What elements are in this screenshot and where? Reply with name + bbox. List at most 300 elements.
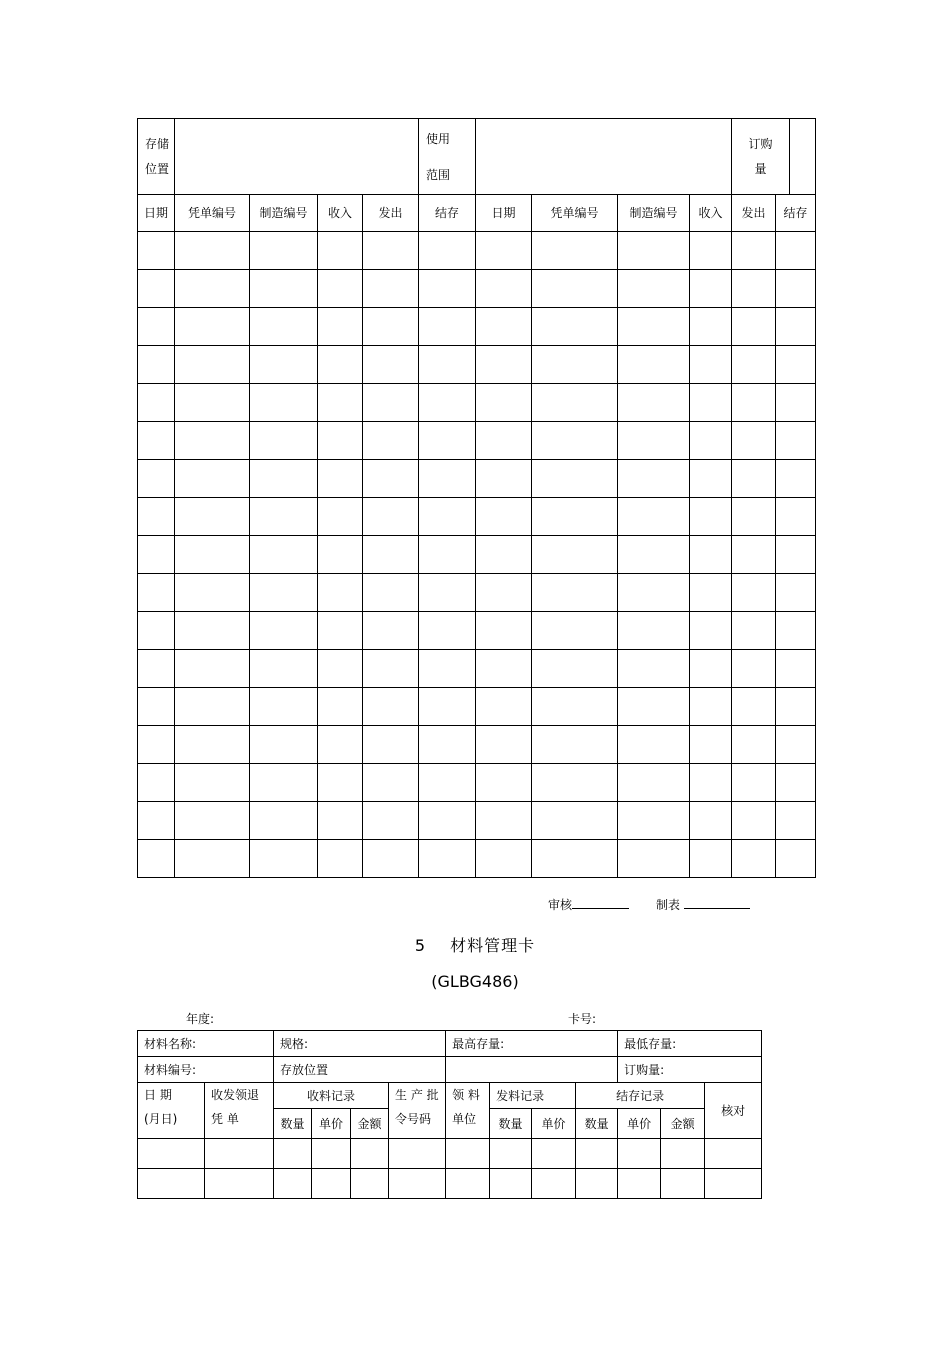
- ledger-entry-cell[interactable]: [690, 574, 732, 612]
- ledger-entry-cell[interactable]: [363, 840, 419, 878]
- card-entry-cell[interactable]: [389, 1139, 446, 1169]
- ledger-entry-cell[interactable]: [732, 840, 776, 878]
- ledger-entry-cell[interactable]: [776, 460, 816, 498]
- ledger-entry-cell[interactable]: [532, 346, 618, 384]
- ledger-entry-cell[interactable]: [476, 688, 532, 726]
- card-entry-cell[interactable]: [446, 1139, 490, 1169]
- ledger-entry-cell[interactable]: [175, 688, 250, 726]
- ledger-entry-cell[interactable]: [419, 422, 476, 460]
- ledger-entry-cell[interactable]: [138, 840, 175, 878]
- ledger-entry-cell[interactable]: [175, 574, 250, 612]
- col-header-receipt: 收入: [318, 195, 363, 232]
- ledger-entry-cell[interactable]: [476, 460, 532, 498]
- ledger-entry-cell[interactable]: [532, 764, 618, 802]
- ledger-entry-cell[interactable]: [363, 270, 419, 308]
- date-header: [138, 1083, 205, 1139]
- ledger-entry-cell[interactable]: [318, 840, 363, 878]
- ledger-entry-cell[interactable]: [250, 536, 318, 574]
- ledger-entry-cell[interactable]: [419, 650, 476, 688]
- ledger-entry-cell[interactable]: [250, 460, 318, 498]
- ledger-entry-cell[interactable]: [476, 650, 532, 688]
- ledger-entry-cell[interactable]: [138, 536, 175, 574]
- ledger-entry-cell[interactable]: [138, 726, 175, 764]
- ledger-entry-cell[interactable]: [318, 688, 363, 726]
- ledger-entry-cell[interactable]: [476, 346, 532, 384]
- ledger-entry-cell[interactable]: [532, 650, 618, 688]
- ledger-entry-cell[interactable]: [776, 612, 816, 650]
- review-signature-line[interactable]: [572, 897, 629, 909]
- ledger-entry-cell[interactable]: [690, 346, 732, 384]
- card-entry-cell[interactable]: [205, 1139, 274, 1169]
- ledger-entry-cell[interactable]: [776, 232, 816, 270]
- ledger-entry-cell[interactable]: [476, 764, 532, 802]
- ledger-entry-cell[interactable]: [138, 346, 175, 384]
- ledger-entry-row: [138, 536, 816, 574]
- ledger-entry-cell[interactable]: [618, 612, 690, 650]
- ledger-entry-cell[interactable]: [363, 802, 419, 840]
- card-entry-cell[interactable]: [205, 1169, 274, 1199]
- date-header-line1: 日 期: [144, 1088, 172, 1102]
- ledger-entry-cell[interactable]: [732, 688, 776, 726]
- ledger-entry-cell[interactable]: [476, 232, 532, 270]
- ledger-entry-cell[interactable]: [363, 650, 419, 688]
- col-header-manufacture-no: 制造编号: [250, 195, 318, 232]
- ledger-entry-cell[interactable]: [175, 308, 250, 346]
- ledger-entry-cell[interactable]: [363, 726, 419, 764]
- ledger-entry-cell[interactable]: [250, 422, 318, 460]
- card-entry-cell[interactable]: [274, 1169, 312, 1199]
- ledger-entry-cell[interactable]: [138, 308, 175, 346]
- col-header-manufacture-no-2: 制造编号: [618, 195, 690, 232]
- ledger-entry-cell[interactable]: [690, 498, 732, 536]
- ledger-entry-cell[interactable]: [618, 308, 690, 346]
- ledger-entry-cell[interactable]: [419, 764, 476, 802]
- ledger-entry-cell[interactable]: [363, 688, 419, 726]
- issue-record-header: 发料记录: [490, 1083, 576, 1109]
- ledger-entry-cell[interactable]: [732, 346, 776, 384]
- card-entry-cell[interactable]: [490, 1169, 532, 1199]
- ledger-entry-row: [138, 840, 816, 878]
- ledger-entry-cell[interactable]: [732, 650, 776, 688]
- card-info-row-2: [138, 1057, 762, 1083]
- ledger-entry-cell[interactable]: [419, 308, 476, 346]
- ledger-entry-cell[interactable]: [732, 460, 776, 498]
- ledger-entry-cell[interactable]: [732, 498, 776, 536]
- ledger-entry-cell[interactable]: [532, 840, 618, 878]
- ledger-entry-cell[interactable]: [618, 460, 690, 498]
- ledger-entry-cell[interactable]: [363, 764, 419, 802]
- card-entry-cell[interactable]: [389, 1169, 446, 1199]
- ledger-entry-cell[interactable]: [138, 232, 175, 270]
- ledger-entry-cell[interactable]: [318, 270, 363, 308]
- ledger-entry-cell[interactable]: [419, 498, 476, 536]
- ledger-entry-cell[interactable]: [138, 650, 175, 688]
- ledger-entry-cell[interactable]: [476, 802, 532, 840]
- ledger-entry-cell[interactable]: [175, 726, 250, 764]
- ledger-entry-cell[interactable]: [532, 688, 618, 726]
- receipt-record-header: 收料记录: [274, 1083, 389, 1109]
- ledger-entry-cell[interactable]: [250, 802, 318, 840]
- ledger-entry-cell[interactable]: [776, 308, 816, 346]
- ledger-entry-cell[interactable]: [318, 726, 363, 764]
- blank-field[interactable]: [446, 1057, 618, 1083]
- usage-scope-label: [419, 119, 476, 195]
- card-entry-cell[interactable]: [351, 1139, 389, 1169]
- ledger-entry-cell[interactable]: [419, 232, 476, 270]
- ledger-entry-cell[interactable]: [250, 384, 318, 422]
- ledger-entry-cell[interactable]: [175, 802, 250, 840]
- ledger-entry-cell[interactable]: [419, 688, 476, 726]
- ledger-entry-cell[interactable]: [690, 726, 732, 764]
- ledger-entry-cell[interactable]: [363, 232, 419, 270]
- card-entry-cell[interactable]: [618, 1169, 661, 1199]
- ledger-entry-cell[interactable]: [776, 764, 816, 802]
- ledger-entry-cell[interactable]: [776, 574, 816, 612]
- ledger-entry-cell[interactable]: [419, 346, 476, 384]
- ledger-entry-row: [138, 384, 816, 422]
- ledger-entry-cell[interactable]: [175, 384, 250, 422]
- balance-price-header: 单价: [618, 1109, 661, 1139]
- ledger-entry-cell[interactable]: [250, 270, 318, 308]
- ledger-entry-cell[interactable]: [250, 726, 318, 764]
- ledger-entry-cell[interactable]: [618, 346, 690, 384]
- ledger-entry-cell[interactable]: [618, 536, 690, 574]
- ledger-entry-row: [138, 232, 816, 270]
- ledger-entry-cell[interactable]: [690, 270, 732, 308]
- ledger-entry-row: [138, 460, 816, 498]
- ledger-entry-cell[interactable]: [363, 536, 419, 574]
- ledger-entry-cell[interactable]: [175, 422, 250, 460]
- production-order-line2: 令号码: [395, 1112, 432, 1126]
- stock-ledger-table: [137, 118, 816, 878]
- card-entry-cell[interactable]: [576, 1169, 618, 1199]
- ledger-entry-cell[interactable]: [690, 688, 732, 726]
- review-label: 审核: [548, 898, 573, 912]
- ledger-entry-cell[interactable]: [690, 536, 732, 574]
- ledger-entry-cell[interactable]: [250, 346, 318, 384]
- ledger-entry-cell[interactable]: [618, 574, 690, 612]
- ledger-entry-cell[interactable]: [318, 498, 363, 536]
- ledger-entry-cell[interactable]: [138, 574, 175, 612]
- ledger-entry-row: [138, 346, 816, 384]
- issue-qty-header: 数量: [490, 1109, 532, 1139]
- material-no-field[interactable]: 材料编号:: [138, 1057, 274, 1083]
- material-name-field[interactable]: 材料名称:: [138, 1031, 274, 1057]
- ledger-entry-cell[interactable]: [138, 498, 175, 536]
- card-entry-cell[interactable]: [532, 1169, 576, 1199]
- ledger-entry-cell[interactable]: [419, 270, 476, 308]
- card-no-label: 卡号:: [568, 1012, 597, 1026]
- card-entry-cell[interactable]: [532, 1139, 576, 1169]
- ledger-entry-cell[interactable]: [690, 650, 732, 688]
- ledger-entry-cell[interactable]: [363, 422, 419, 460]
- card-header-row-1: [138, 1083, 762, 1109]
- col-header-receipt-2: 收入: [690, 195, 732, 232]
- voucher-header: [205, 1083, 274, 1139]
- order-qty-field[interactable]: 订购量:: [618, 1057, 762, 1083]
- ledger-entry-cell[interactable]: [690, 840, 732, 878]
- ledger-entry-cell[interactable]: [618, 270, 690, 308]
- storage-location-line2: 位置: [145, 161, 170, 176]
- card-entry-cell[interactable]: [576, 1139, 618, 1169]
- ledger-entry-cell[interactable]: [175, 232, 250, 270]
- usage-scope-value: [476, 119, 732, 195]
- ledger-entry-cell[interactable]: [618, 802, 690, 840]
- ledger-entry-cell[interactable]: [419, 726, 476, 764]
- ledger-entry-cell[interactable]: [532, 460, 618, 498]
- ledger-entry-cell[interactable]: [318, 574, 363, 612]
- card-entry-cell[interactable]: [661, 1169, 705, 1199]
- order-qty-value: [790, 119, 815, 194]
- ledger-entry-cell[interactable]: [318, 308, 363, 346]
- ledger-entry-cell[interactable]: [363, 612, 419, 650]
- ledger-entry-row: [138, 726, 816, 764]
- ledger-entry-cell[interactable]: [318, 460, 363, 498]
- card-entry-cell[interactable]: [661, 1139, 705, 1169]
- ledger-entry-cell[interactable]: [318, 422, 363, 460]
- ledger-entry-cell[interactable]: [363, 346, 419, 384]
- ledger-entry-cell[interactable]: [250, 764, 318, 802]
- ledger-entry-cell[interactable]: [532, 802, 618, 840]
- ledger-entry-cell[interactable]: [776, 270, 816, 308]
- ledger-entry-cell[interactable]: [250, 232, 318, 270]
- voucher-header-line2: 凭 单: [211, 1112, 239, 1126]
- ledger-entry-cell[interactable]: [419, 612, 476, 650]
- ledger-entry-cell[interactable]: [318, 232, 363, 270]
- ledger-entry-cell[interactable]: [690, 460, 732, 498]
- ledger-entry-cell[interactable]: [618, 498, 690, 536]
- ledger-entry-cell[interactable]: [732, 764, 776, 802]
- spec-field[interactable]: 规格:: [274, 1031, 446, 1057]
- ledger-entry-cell[interactable]: [318, 536, 363, 574]
- ledger-entry-row: [138, 650, 816, 688]
- ledger-entry-cell[interactable]: [532, 536, 618, 574]
- card-entry-row: [138, 1169, 762, 1199]
- ledger-entry-cell[interactable]: [690, 612, 732, 650]
- card-info-row-1: [138, 1031, 762, 1057]
- ledger-entry-cell[interactable]: [532, 270, 618, 308]
- ledger-entry-cell[interactable]: [776, 726, 816, 764]
- ledger-entry-cell[interactable]: [138, 270, 175, 308]
- ledger-entry-cell[interactable]: [175, 536, 250, 574]
- ledger-entry-row: [138, 802, 816, 840]
- ledger-entry-cell[interactable]: [175, 650, 250, 688]
- ledger-entry-cell[interactable]: [476, 612, 532, 650]
- ledger-entry-cell[interactable]: [138, 612, 175, 650]
- ledger-entry-cell[interactable]: [175, 346, 250, 384]
- ledger-entry-cell[interactable]: [250, 650, 318, 688]
- ledger-entry-cell[interactable]: [250, 612, 318, 650]
- card-entry-cell[interactable]: [312, 1169, 351, 1199]
- ledger-entry-cell[interactable]: [138, 384, 175, 422]
- storage-location-label: [138, 119, 175, 195]
- ledger-entry-cell[interactable]: [732, 536, 776, 574]
- ledger-entry-cell[interactable]: [732, 232, 776, 270]
- ledger-entry-cell[interactable]: [419, 840, 476, 878]
- heading-number: 5: [414, 936, 427, 955]
- balance-record-header: 结存记录: [576, 1083, 705, 1109]
- ledger-entry-cell[interactable]: [138, 802, 175, 840]
- ledger-entry-cell[interactable]: [363, 308, 419, 346]
- ledger-entry-cell[interactable]: [175, 612, 250, 650]
- ledger-entry-row: [138, 308, 816, 346]
- ledger-entry-cell[interactable]: [618, 232, 690, 270]
- ledger-entry-cell[interactable]: [776, 650, 816, 688]
- ledger-entry-cell[interactable]: [532, 726, 618, 764]
- issue-price-header: 单价: [532, 1109, 576, 1139]
- ledger-entry-cell[interactable]: [250, 840, 318, 878]
- storage-location-value: [175, 119, 419, 195]
- storage-location-field[interactable]: 存放位置: [274, 1057, 446, 1083]
- ledger-entry-cell[interactable]: [175, 498, 250, 536]
- ledger-entry-cell[interactable]: [476, 308, 532, 346]
- card-entry-cell[interactable]: [351, 1169, 389, 1199]
- card-entry-cell[interactable]: [446, 1169, 490, 1199]
- ledger-entry-row: [138, 270, 816, 308]
- min-stock-field[interactable]: 最低存量:: [618, 1031, 762, 1057]
- ledger-entry-cell[interactable]: [776, 536, 816, 574]
- ledger-entry-cell[interactable]: [776, 498, 816, 536]
- ledger-entry-cell[interactable]: [318, 384, 363, 422]
- ledger-entry-cell[interactable]: [618, 726, 690, 764]
- col-header-voucher-no-2: 凭单编号: [532, 195, 618, 232]
- date-header-line2: (月日): [144, 1112, 178, 1126]
- ledger-entry-cell[interactable]: [476, 536, 532, 574]
- ledger-entry-cell[interactable]: [776, 802, 816, 840]
- ledger-entry-cell[interactable]: [690, 802, 732, 840]
- card-entry-row: [138, 1139, 762, 1169]
- card-entry-cell[interactable]: [705, 1139, 762, 1169]
- ledger-entry-cell[interactable]: [732, 270, 776, 308]
- ledger-entry-cell[interactable]: [776, 840, 816, 878]
- ledger-entry-cell[interactable]: [732, 308, 776, 346]
- ledger-entry-cell[interactable]: [250, 688, 318, 726]
- receipt-qty-header: 数量: [274, 1109, 312, 1139]
- col-header-issue-2: 发出: [732, 195, 776, 232]
- ledger-entry-cell[interactable]: [732, 574, 776, 612]
- ledger-top-row: [138, 119, 816, 195]
- ledger-entry-cell[interactable]: [732, 384, 776, 422]
- ledger-entry-cell[interactable]: [690, 422, 732, 460]
- ledger-entry-cell[interactable]: [618, 422, 690, 460]
- form-code: (GLBG486): [431, 972, 519, 991]
- ledger-entry-cell[interactable]: [618, 688, 690, 726]
- ledger-entry-cell[interactable]: [363, 460, 419, 498]
- section-heading: [0, 933, 950, 956]
- prepare-signature-line[interactable]: [684, 897, 750, 909]
- card-entry-cell[interactable]: [312, 1139, 351, 1169]
- ledger-entry-cell[interactable]: [732, 422, 776, 460]
- production-order-line1: 生 产 批: [395, 1088, 439, 1102]
- ledger-entry-cell[interactable]: [618, 384, 690, 422]
- ledger-entry-cell[interactable]: [776, 384, 816, 422]
- ledger-entry-cell[interactable]: [363, 498, 419, 536]
- ledger-entry-row: [138, 498, 816, 536]
- card-entry-cell[interactable]: [138, 1169, 205, 1199]
- ledger-entry-cell[interactable]: [318, 612, 363, 650]
- ledger-entry-cell[interactable]: [138, 460, 175, 498]
- ledger-entry-cell[interactable]: [732, 612, 776, 650]
- ledger-entry-cell[interactable]: [476, 270, 532, 308]
- ledger-entry-cell[interactable]: [138, 764, 175, 802]
- ledger-entry-cell[interactable]: [690, 764, 732, 802]
- ledger-entry-cell[interactable]: [476, 840, 532, 878]
- ledger-entry-cell[interactable]: [175, 270, 250, 308]
- ledger-entry-cell[interactable]: [419, 802, 476, 840]
- ledger-entry-cell[interactable]: [363, 574, 419, 612]
- ledger-entry-cell[interactable]: [175, 764, 250, 802]
- max-stock-field[interactable]: 最高存量:: [446, 1031, 618, 1057]
- ledger-entry-cell[interactable]: [476, 422, 532, 460]
- prepare-label: 制表: [656, 898, 681, 912]
- ledger-entry-cell[interactable]: [318, 802, 363, 840]
- ledger-entry-cell[interactable]: [250, 308, 318, 346]
- ledger-entry-cell[interactable]: [690, 232, 732, 270]
- ledger-entry-cell[interactable]: [476, 726, 532, 764]
- ledger-entry-cell[interactable]: [532, 384, 618, 422]
- col-header-date-2: 日期: [476, 195, 532, 232]
- ledger-entry-cell[interactable]: [476, 498, 532, 536]
- ledger-entry-cell[interactable]: [419, 536, 476, 574]
- ledger-entry-cell[interactable]: [776, 688, 816, 726]
- receipt-price-header: 单价: [312, 1109, 351, 1139]
- ledger-entry-cell[interactable]: [532, 232, 618, 270]
- ledger-entry-cell[interactable]: [419, 574, 476, 612]
- ledger-entry-cell[interactable]: [363, 384, 419, 422]
- card-entry-cell[interactable]: [274, 1139, 312, 1169]
- ledger-entry-cell[interactable]: [532, 612, 618, 650]
- ledger-entry-cell[interactable]: [318, 764, 363, 802]
- ledger-entry-row: [138, 688, 816, 726]
- ledger-entry-cell[interactable]: [175, 460, 250, 498]
- ledger-entry-cell[interactable]: [250, 498, 318, 536]
- ledger-entry-cell[interactable]: [732, 802, 776, 840]
- ledger-entry-cell[interactable]: [419, 384, 476, 422]
- ledger-entry-cell[interactable]: [175, 840, 250, 878]
- ledger-entry-cell[interactable]: [618, 764, 690, 802]
- ledger-entry-cell[interactable]: [318, 650, 363, 688]
- card-entry-cell[interactable]: [138, 1139, 205, 1169]
- ledger-entry-cell[interactable]: [618, 840, 690, 878]
- ledger-entry-cell[interactable]: [776, 422, 816, 460]
- ledger-entry-cell[interactable]: [532, 498, 618, 536]
- ledger-entry-cell[interactable]: [690, 384, 732, 422]
- ledger-entry-cell[interactable]: [250, 574, 318, 612]
- balance-amount-header: 金额: [661, 1109, 705, 1139]
- ledger-entry-cell[interactable]: [532, 308, 618, 346]
- ledger-entry-cell[interactable]: [138, 688, 175, 726]
- card-entry-cell[interactable]: [705, 1169, 762, 1199]
- order-qty-line2: 量: [754, 161, 767, 176]
- ledger-entry-cell[interactable]: [532, 574, 618, 612]
- card-entry-cell[interactable]: [490, 1139, 532, 1169]
- ledger-entry-cell[interactable]: [776, 346, 816, 384]
- col-header-date: 日期: [138, 195, 175, 232]
- ledger-body: [138, 232, 816, 878]
- ledger-entry-cell[interactable]: [532, 422, 618, 460]
- ledger-entry-cell[interactable]: [138, 422, 175, 460]
- ledger-entry-cell[interactable]: [618, 650, 690, 688]
- ledger-entry-cell[interactable]: [732, 726, 776, 764]
- verify-header: 核对: [705, 1083, 762, 1139]
- ledger-entry-cell[interactable]: [419, 460, 476, 498]
- card-entry-cell[interactable]: [618, 1139, 661, 1169]
- ledger-entry-cell[interactable]: [318, 346, 363, 384]
- card-body: [138, 1139, 762, 1199]
- ledger-entry-cell[interactable]: [476, 574, 532, 612]
- ledger-entry-cell[interactable]: [690, 308, 732, 346]
- ledger-entry-cell[interactable]: [476, 384, 532, 422]
